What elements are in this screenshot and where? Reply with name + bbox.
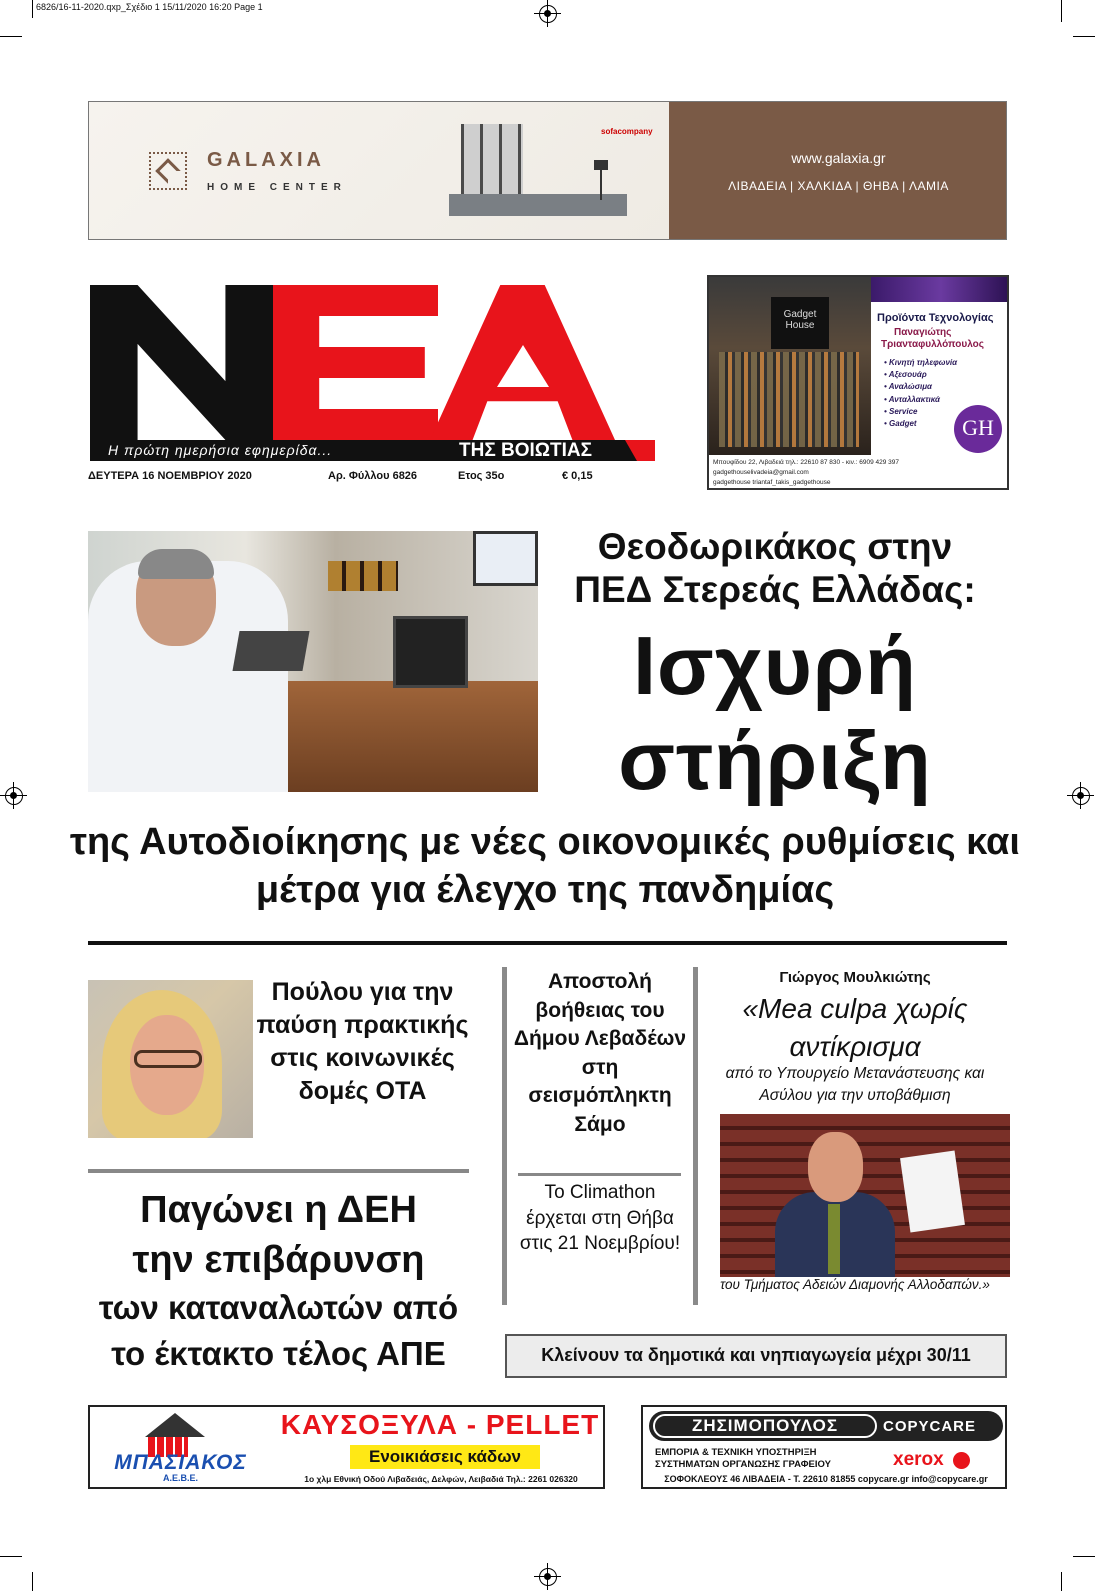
lead-subheadline[interactable]: της Αυτοδιοίκησης με νέες οικονομικές ρυθμίσεις και μέτρα για έλεγχο της πανδημίας xyxy=(70,821,1020,911)
crop-mark xyxy=(0,1556,22,1557)
galaxia-logo-icon xyxy=(149,152,187,190)
gadget-contact xyxy=(709,455,1009,490)
deh-headline[interactable] xyxy=(88,1185,469,1377)
issue-number: Αρ. Φύλλου 6826 xyxy=(328,470,418,482)
lamp-stand-illustration xyxy=(600,170,602,200)
moulkiotis-photo[interactable] xyxy=(720,1114,1010,1277)
gadget-monogram-logo: GH xyxy=(954,405,1002,453)
crop-mark xyxy=(1073,1556,1095,1557)
registration-mark-icon xyxy=(1072,787,1090,805)
moulkiotis-name: Γιώργος Μουλκιώτης xyxy=(779,969,931,986)
galaxia-url[interactable]: www.galaxia.gr xyxy=(791,150,886,166)
divider xyxy=(518,1173,681,1176)
issue-price: € 0,15 xyxy=(562,470,593,482)
xerox-ball-icon xyxy=(953,1452,970,1469)
galaxia-banner-ad[interactable] xyxy=(88,101,1007,240)
copycare-ad[interactable] xyxy=(641,1405,1007,1489)
banner-right-panel xyxy=(669,102,1007,239)
list-item: • Αξεσουάρ xyxy=(884,370,927,380)
crop-mark xyxy=(1061,0,1062,22)
lead-headline[interactable]: Ισχυρή στήριξη xyxy=(618,619,932,807)
issue-year: Ετος 35ο xyxy=(458,470,505,482)
masthead-subtitle: ΤΗΣ ΒΟΙΩΤΙΑΣ xyxy=(459,440,593,461)
basiakos-rental: Ενοικιάσεις κάδων xyxy=(350,1445,540,1469)
logo-letter-n xyxy=(90,285,273,440)
deh-line-3: των καταναλωτών από xyxy=(98,1289,459,1326)
lamp-illustration xyxy=(594,160,608,170)
deh-line-4: το έκτακτο τέλος ΑΠΕ xyxy=(111,1335,446,1372)
galaxia-tagline: HOME CENTER xyxy=(207,182,347,193)
deh-line-2: την επιβάρυνση xyxy=(132,1239,425,1281)
gadget-services-list xyxy=(884,357,957,430)
crop-mark xyxy=(1073,36,1095,37)
laptop-illustration xyxy=(393,616,468,688)
copycare-address: ΣΟΦΟΚΛΕΟΥΣ 46 ΛΙΒΑΔΕΙΑ - Τ. 22610 81855 copycare.gr info@copycare.gr xyxy=(664,1474,988,1484)
basiakos-address: 1ο χλμ Εθνική Οδού Λιβαδειάς, Δελφών, Λειβαδιά Τηλ.: 2261 026320 xyxy=(304,1474,578,1484)
copycare-brand: ΖΗΣΙΜΟΠΟΥΛΟΣ xyxy=(653,1414,877,1438)
basiakos-brand: ΜΠΑΣΙΑΚΟΣ xyxy=(114,1451,247,1474)
gadget-owner-last: Τριανταφυλλόπουλος xyxy=(881,339,984,350)
registration-mark-icon xyxy=(5,787,23,805)
list-item: • Ανταλλακτικά xyxy=(884,394,940,404)
list-item: • Service xyxy=(884,406,918,416)
divider xyxy=(88,941,1007,945)
galaxia-cities: ΛΙΒΑΔΕΙΑ | ΧΑΛΚΙΔΑ | ΘΗΒΑ | ΛΑΜΙΑ xyxy=(728,179,949,193)
poulou-photo[interactable] xyxy=(88,980,253,1138)
crop-mark xyxy=(32,0,33,18)
galaxia-brand: GALAXIA xyxy=(207,149,325,171)
crop-mark xyxy=(0,36,22,37)
lead-photo[interactable] xyxy=(88,531,538,792)
banner-left-panel xyxy=(89,102,669,239)
copycare-brand2: COPYCARE xyxy=(883,1418,977,1435)
registration-mark-icon xyxy=(539,5,557,23)
gadget-title: Προϊόντα Τεχνολογίας xyxy=(877,312,994,324)
moulkiotis-quote[interactable]: «Mea culpa χωρίς αντίκρισμα xyxy=(742,993,968,1062)
gadget-owner-first: Παναγιώτης xyxy=(894,327,952,338)
schools-notice[interactable]: Κλείνουν τα δημοτικά και νηπιαγωγεία μέχρι 30/11 xyxy=(505,1334,1007,1378)
masthead-tagline: Η πρώτη ημερήσια εφημερίδα... xyxy=(108,442,333,458)
gadget-email[interactable]: gadgethouselivadeia@gmail.com xyxy=(713,469,809,476)
registration-mark-icon xyxy=(539,1568,557,1586)
basiakos-ad[interactable] xyxy=(88,1405,605,1489)
crop-mark xyxy=(1061,1572,1062,1591)
moulkiotis-caption: του Τμήματος Αδειών Διαμονής Αλλοδαπών.» xyxy=(720,1277,990,1292)
column-bar xyxy=(502,967,507,1305)
xerox-logo: xerox xyxy=(893,1449,944,1470)
list-item: • Αναλώσιμα xyxy=(884,382,933,392)
crop-mark xyxy=(32,1572,33,1591)
shop-photo xyxy=(709,277,871,455)
samos-headline[interactable]: Αποστολή βοήθειας του Δήμου Λεβαδέων στη σεισμόπληκτη Σάμο xyxy=(513,970,687,1136)
monitor-illustration xyxy=(473,531,538,586)
basiakos-headline: ΚΑΥΣΟΞΥΛΑ - PELLET xyxy=(280,1409,600,1440)
climathon-headline[interactable]: Το Climathon έρχεται στη Θήβα στις 21 Νοεμβρίου! xyxy=(519,1182,681,1254)
gadget-social[interactable]: gadgethouse triantaf_takis_gadgethouse xyxy=(713,479,831,486)
list-item: • Κινητή τηλεφωνία xyxy=(884,358,958,367)
logo-letter-e xyxy=(273,285,438,440)
poulou-headline[interactable]: Πούλου για την παύση πρακτικής στις κοινωνικές δομές ΟΤΑ xyxy=(256,978,469,1105)
column-bar xyxy=(693,967,698,1305)
deh-line-1: Παγώνει η ΔΕΗ xyxy=(140,1189,417,1231)
house-roof-icon xyxy=(145,1413,205,1437)
list-item: • Gadget xyxy=(884,419,917,429)
divider xyxy=(88,1169,469,1173)
shop-sign: Gadget House xyxy=(771,297,829,349)
moulkiotis-subtitle: από το Υπουργείο Μετανάστευσης και Ασύλου για την υποβάθμιση xyxy=(725,1065,985,1104)
gadget-address: Μπουφίδου 22, Λιβαδειά τηλ.: 22610 87 830 - κιν.: 6909 429 397 xyxy=(713,459,900,466)
masthead-logo xyxy=(90,285,655,463)
issue-date: ΔΕΥΤΕΡΑ 16 ΝΟΕΜΒΡΙΟΥ 2020 xyxy=(88,470,252,482)
icons-on-wall xyxy=(328,561,398,591)
basiakos-suffix: Α.Ε.Β.Ε. xyxy=(162,1473,198,1483)
copycare-description: ΕΜΠΟΡΙΑ & ΤΕΧΝΙΚΗ ΥΠΟΣΤΗΡΙΞΗ ΣΥΣΤΗΜΑΤΩΝ ΟΡΓΑΝΩΣΗΣ ΓΡΑΦΕΙΟΥ xyxy=(655,1447,831,1470)
sofacompany-logo: sofacompany xyxy=(601,127,653,136)
print-slug: 6826/16-11-2020.qxp_Σχέδιο 1 15/11/2020 16:20 Page 1 xyxy=(36,2,263,12)
gadget-house-ad[interactable] xyxy=(707,275,1009,490)
shelf-illustration xyxy=(461,124,523,194)
lead-kicker[interactable]: Θεοδωρικάκος στην ΠΕΔ Στερεάς Ελλάδας: xyxy=(574,526,976,610)
